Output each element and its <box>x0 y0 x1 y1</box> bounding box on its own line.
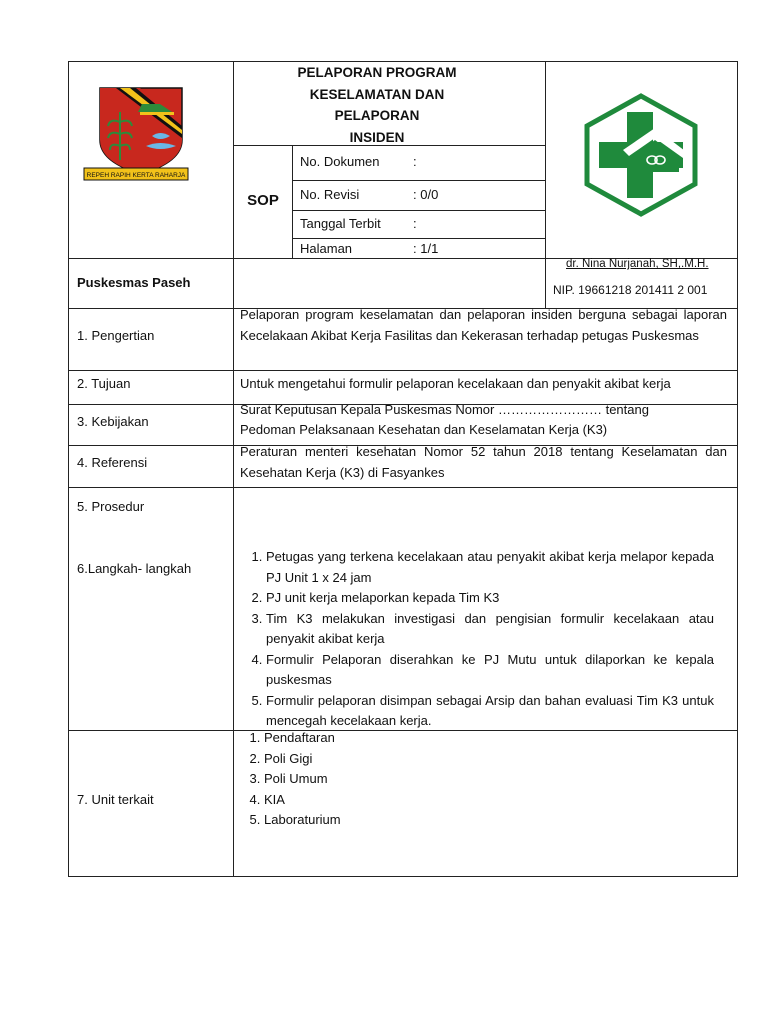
meta-value-issue-date: : <box>413 216 417 231</box>
meta-value-page: : 1/1 <box>413 241 439 256</box>
meta-key-page: Halaman <box>300 241 353 256</box>
title-line-3: PELAPORAN <box>334 108 420 123</box>
meta-key-issue-date: Tanggal Terbit <box>300 216 381 231</box>
referensi-text: Peraturan menteri kesehatan Nomor 52 tahun 2018 tentang Keselamatan dan Kesehatan Kerja (K3) di Fasyankes <box>240 444 727 480</box>
puskesmas-cross-icon <box>579 92 703 218</box>
title-line-2: KESELAMATAN DAN <box>309 86 445 102</box>
related-unit: 5. Laboraturium <box>264 810 638 831</box>
regency-logo <box>80 82 192 186</box>
tujuan-text: Untuk mengetahui formulir pelaporan kecelakaan dan penyakit akibat kerja <box>240 376 671 391</box>
related-units-list <box>238 728 638 831</box>
unit-terkait-label: 7. Unit terkait <box>77 792 154 807</box>
procedure-step: 2. PJ unit kerja melaporkan kepada Tim K3 <box>266 588 714 609</box>
referensi-label: 4. Referensi <box>77 455 148 470</box>
procedure-step: 3. Tim K3 melakukan investigasi dan pengisian formulir kecelakaan atau penyakit akibat kerja <box>266 609 714 650</box>
prosedur-label: 5. Prosedur <box>77 499 145 514</box>
puskesmas-logo <box>579 92 703 218</box>
tujuan-label: 2. Tujuan <box>77 376 131 391</box>
signatory-nip: NIP. 19661218 201411 2 001 <box>553 283 708 297</box>
document-title <box>233 62 521 148</box>
procedure-step: 1. Petugas yang terkena kecelakaan atau penyakit akibat kerja melapor kepada PJ Unit 1 x 24 jam <box>266 547 714 588</box>
meta-key-doc-no: No. Dokumen <box>300 154 380 169</box>
meta-value-revision: : 0/0 <box>413 187 439 202</box>
pengertian-text: Pelaporan program keselamatan dan pelaporan insiden berguna sebagai laporan Kecelakaan Akibat Kerja Fasilitas dan Kekerasan terhadap petugas Puskesmas <box>240 307 727 343</box>
procedure-step: 5. Formulir pelaporan disimpan sebagai Arsip dan bahan evaluasi Tim K3 untuk mencegah kecelakaan kerja. <box>266 691 714 732</box>
meta-key-revision: No. Revisi <box>300 187 360 202</box>
kebijakan-label: 3. Kebijakan <box>77 414 149 429</box>
title-line-4: INSIDEN <box>349 129 405 145</box>
regency-motto: REPEH RAPIH KERTA RAHARJA <box>86 172 186 179</box>
procedure-step: 4. Formulir Pelaporan diserahkan ke PJ Mutu untuk dilaporkan ke kepala puskesmas <box>266 650 714 691</box>
sop-label: SOP <box>247 192 279 209</box>
title-line-1: PELAPORAN PROGRAM <box>297 65 457 80</box>
procedure-steps-list <box>240 547 714 732</box>
kebijakan-text: Surat Keputusan Kepala Puskesmas Nomor …………………… tentang Pedoman Pelaksanaan Kesehatan dan Keselamatan Kerja (K3) <box>240 402 649 437</box>
meta-value-doc-no: : <box>413 154 417 169</box>
related-unit: 2. Poli Gigi <box>264 749 638 770</box>
related-unit: 3. Poli Umum <box>264 769 638 790</box>
related-unit: 1. Pendaftaran <box>264 728 638 749</box>
org-name: Puskesmas Paseh <box>77 275 191 290</box>
signatory-name: dr. Nina Nurjanah, SH,.M.H. <box>566 258 709 270</box>
langkah-label: 6.Langkah- langkah <box>77 561 192 576</box>
related-unit: 4. KIA <box>264 790 638 811</box>
pengertian-label: 1. Pengertian <box>77 328 155 343</box>
regency-crest-icon <box>80 82 192 186</box>
